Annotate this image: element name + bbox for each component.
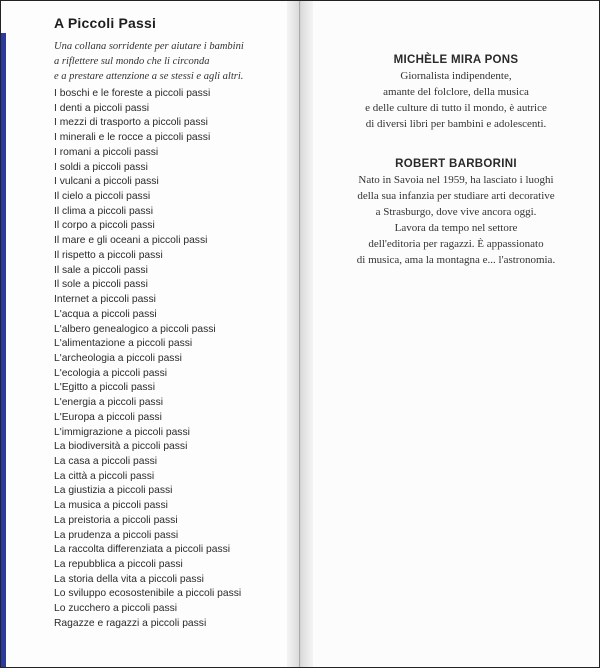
author-bio-line: Lavora da tempo nel settore [394, 222, 518, 234]
book-title: L'ecologia a piccoli passi [54, 367, 168, 379]
book-title: La preistoria a piccoli passi [54, 514, 178, 526]
book-title: Il cielo a piccoli passi [54, 191, 151, 203]
series-description-line: a riflettere sul mondo che li circonda [54, 56, 210, 67]
fold-line [299, 1, 300, 667]
cover-edge-stripe [1, 33, 6, 667]
author-bio-line: di musica, ama la montagna e... l'astronomia. [356, 254, 556, 266]
book-title: Il rispetto a piccoli passi [54, 249, 163, 261]
book-title: L'acqua a piccoli passi [54, 308, 157, 320]
book-title-list [54, 87, 241, 632]
author-bio-line: di diversi libri per bambini e adolescenti. [365, 118, 547, 130]
author-bio-line: Nato in Savoia nel 1959, ha lasciato i luoghi [358, 174, 554, 186]
book-title: Lo zucchero a piccoli passi [54, 603, 178, 615]
author-bio-line: Giornalista indipendente, [400, 70, 512, 82]
author-bio-line: dell'editoria per ragazzi. È appassionato [368, 238, 544, 250]
left-page [1, 1, 287, 667]
book-title: L'Egitto a piccoli passi [54, 382, 155, 394]
series-description [54, 39, 279, 84]
book-title: L'archeologia a piccoli passi [54, 352, 182, 364]
series-description-line: Una collana sorridente per aiutare i bambini [54, 41, 244, 52]
book-title: Il sole a piccoli passi [54, 279, 148, 291]
author-bio-line: e delle culture di tutto il mondo, è autrice [365, 102, 547, 114]
author-name: MICHÈLE MIRA PONS [393, 54, 519, 66]
book-title: La casa a piccoli passi [54, 455, 158, 467]
book-title: I mezzi di trasporto a piccoli passi [54, 117, 208, 129]
book-title: I romani a piccoli passi [54, 146, 159, 158]
author-bio-line: amante del folclore, della musica [383, 86, 529, 98]
illustrator-block [313, 156, 599, 268]
author-bio-line: a Strasburgo, dove vive ancora oggi. [375, 206, 537, 218]
book-title: Il corpo a piccoli passi [54, 220, 155, 232]
book-title: Il mare e gli oceani a piccoli passi [54, 235, 208, 247]
book-title: Il clima a piccoli passi [54, 205, 153, 217]
series-description-line: e a prestare attenzione a se stessi e agli altri. [54, 71, 244, 82]
book-gutter [287, 1, 313, 667]
book-title: L'energia a piccoli passi [54, 397, 164, 409]
book-title: La musica a piccoli passi [54, 500, 168, 512]
book-title: L'Europa a piccoli passi [54, 411, 162, 423]
author-bio [313, 172, 599, 268]
book-title: Il sale a piccoli passi [54, 264, 148, 276]
author-name: ROBERT BARBORINI [395, 158, 517, 170]
book-title: L'albero genealogico a piccoli passi [54, 323, 216, 335]
book-title: La raccolta differenziata a piccoli passi [54, 544, 231, 556]
author-bio-line: della sua infanzia per studiare arti decorative [357, 190, 555, 202]
book-title: La prudenza a piccoli passi [54, 529, 179, 541]
book-title: I denti a piccoli passi [54, 102, 150, 114]
book-title: Ragazze e ragazzi a piccoli passi [54, 617, 207, 629]
book-title: I soldi a piccoli passi [54, 161, 148, 173]
book-title: I vulcani a piccoli passi [54, 176, 159, 188]
series-title: A Piccoli Passi [54, 15, 157, 31]
book-title: La città a piccoli passi [54, 470, 155, 482]
book-title: La biodiversità a piccoli passi [54, 441, 188, 453]
book-title: I minerali e le rocce a piccoli passi [54, 132, 211, 144]
book-title: Internet a piccoli passi [54, 294, 156, 306]
book-title: La repubblica a piccoli passi [54, 559, 183, 570]
book-title: Lo sviluppo ecosostenibile a piccoli passi [54, 588, 242, 600]
book-title: L'immigrazione a piccoli passi [54, 426, 190, 438]
author-bio [313, 68, 599, 132]
book-title: La giustizia a piccoli passi [54, 485, 173, 497]
book-title: I boschi e le foreste a piccoli passi [54, 88, 211, 99]
book-title: L'alimentazione a piccoli passi [54, 338, 193, 350]
author-block [313, 52, 599, 132]
book-title: La storia della vita a piccoli passi [54, 573, 204, 585]
